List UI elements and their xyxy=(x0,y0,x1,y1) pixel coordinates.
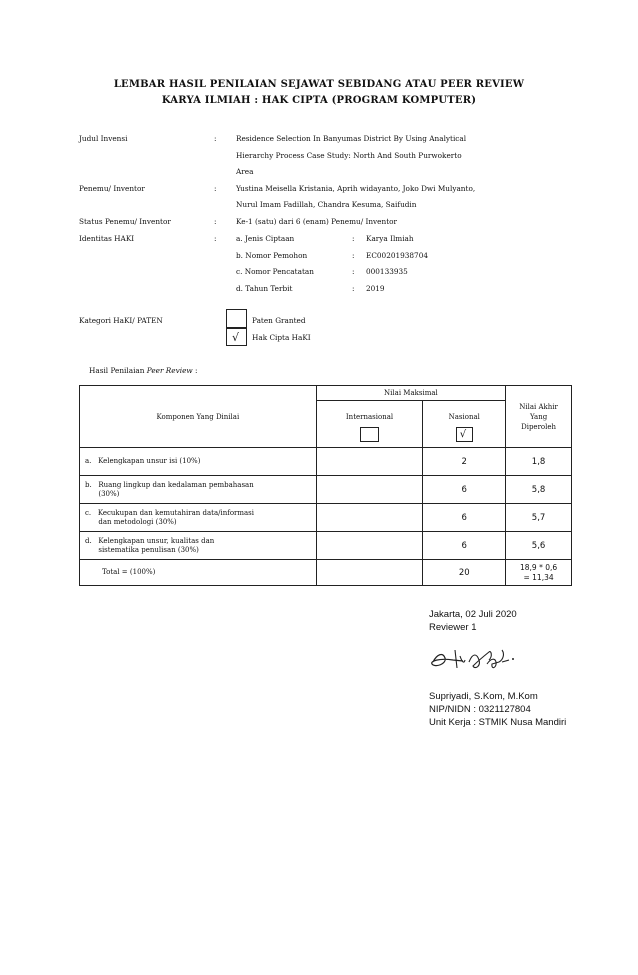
komponen-cell: b. Ruang lingkup dan kedalaman pembahasan (30%) xyxy=(80,476,317,504)
identitas-key: c. Nomor Pencatatan xyxy=(236,267,314,276)
table-row xyxy=(80,448,572,476)
score-table xyxy=(79,385,572,586)
identitas-value: EC00201938704 xyxy=(366,251,428,260)
identitas-key: b. Nomor Pemohon xyxy=(236,251,308,260)
komponen-header: Komponen Yang Dinilai xyxy=(80,386,317,448)
akhir-cell: 5,8 xyxy=(506,476,572,504)
status-colon: : xyxy=(214,217,217,226)
komponen-cell: c. Kecukupan dan kemutahiran data/informasi dan metodologi (30%) xyxy=(80,504,317,532)
penemu-label: Penemu/ Inventor xyxy=(79,184,145,193)
total-row xyxy=(80,560,572,586)
internasional-cell xyxy=(316,560,423,586)
judul-line-2: Hierarchy Process Case Study: North And South Purwokerto xyxy=(236,151,462,160)
nilai-akhir-header: Nilai Akhir Yang Diperoleh xyxy=(506,386,572,448)
komponen-cell: d. Kelengkapan unsur, kualitas dan sistematika penulisan (30%) xyxy=(80,532,317,560)
internasional-cell xyxy=(316,476,423,504)
table-row xyxy=(80,476,572,504)
kategori-label: Kategori HaKI/ PATEN xyxy=(79,316,163,325)
internasional-cell xyxy=(316,504,423,532)
judul-line-3: Area xyxy=(236,167,254,176)
penemu-colon: : xyxy=(214,184,217,193)
komponen-cell: a. Kelengkapan unsur isi (10%) xyxy=(80,448,317,476)
reviewer-unit: Unit Kerja : STMIK Nusa Mandiri xyxy=(429,717,567,728)
document-title: LEMBAR HASIL PENILAIAN SEJAWAT SEBIDANG ATAU PEER REVIEW xyxy=(113,79,525,90)
internasional-checkbox[interactable] xyxy=(360,427,379,442)
status-label: Status Penemu/ Inventor xyxy=(79,217,171,226)
identitas-value: 2019 xyxy=(366,284,385,293)
reviewer-label: Reviewer 1 xyxy=(429,622,477,633)
check-icon: √ xyxy=(459,428,467,440)
judul-colon: : xyxy=(214,134,217,143)
nasional-cell: 6 xyxy=(423,504,506,532)
paten-granted-checkbox[interactable] xyxy=(226,309,247,328)
identitas-value: 000133935 xyxy=(366,267,408,276)
akhir-cell: 1,8 xyxy=(506,448,572,476)
identitas-colon: : xyxy=(214,234,217,243)
nilai-maksimal-header: Nilai Maksimal xyxy=(316,386,505,401)
place-date: Jakarta, 02 Juli 2020 xyxy=(429,609,517,620)
identitas-colon: : xyxy=(352,284,355,293)
hasil-penilaian-caption: Hasil Penilaian Peer Review : xyxy=(89,366,198,375)
check-icon: √ xyxy=(232,331,240,344)
akhir-cell: 5,6 xyxy=(506,532,572,560)
nasional-header: Nasional √ xyxy=(423,401,506,448)
penemu-line-1: Yustina Meisella Kristania, Aprih widayanto, Joko Dwi Mulyanto, xyxy=(236,184,476,193)
nasional-cell: 2 xyxy=(423,448,506,476)
paten-granted-label: Paten Granted xyxy=(252,316,306,325)
identitas-colon: : xyxy=(352,251,355,260)
reviewer-nip: NIP/NIDN : 0321127804 xyxy=(429,704,531,715)
nasional-checkbox[interactable] xyxy=(456,427,473,442)
hak-cipta-checkbox[interactable] xyxy=(226,328,247,346)
identitas-key: d. Tahun Terbit xyxy=(236,284,293,293)
identitas-colon: : xyxy=(352,267,355,276)
internasional-cell xyxy=(316,532,423,560)
signature-image xyxy=(429,642,519,678)
internasional-header: Internasional xyxy=(316,401,423,448)
document-subtitle: KARYA ILMIAH : HAK CIPTA (PROGRAM KOMPUTER) xyxy=(161,95,477,106)
status-value: Ke-1 (satu) dari 6 (enam) Penemu/ Inventor xyxy=(236,217,398,226)
identitas-value: Karya Ilmiah xyxy=(366,234,414,243)
judul-label: Judul Invensi xyxy=(79,134,128,143)
nasional-total: 20 xyxy=(423,560,506,586)
table-row xyxy=(80,532,572,560)
hak-cipta-label: Hak Cipta HaKI xyxy=(252,333,311,342)
identitas-label: Identitas HAKI xyxy=(79,234,135,243)
akhir-total: 18,9 * 0,6 = 11,34 xyxy=(506,560,572,586)
total-label: Total = (100%) xyxy=(80,560,317,586)
nasional-cell: 6 xyxy=(423,532,506,560)
table-row xyxy=(80,504,572,532)
reviewer-name: Supriyadi, S.Kom, M.Kom xyxy=(429,691,538,702)
penemu-line-2: Nurul Imam Fadillah, Chandra Kesuma, Saifudin xyxy=(236,200,417,209)
judul-line-1: Residence Selection In Banyumas District By Using Analytical xyxy=(236,134,467,143)
akhir-cell: 5,7 xyxy=(506,504,572,532)
nasional-cell: 6 xyxy=(423,476,506,504)
identitas-colon: : xyxy=(352,234,355,243)
internasional-cell xyxy=(316,448,423,476)
identitas-key: a. Jenis Ciptaan xyxy=(236,234,295,243)
